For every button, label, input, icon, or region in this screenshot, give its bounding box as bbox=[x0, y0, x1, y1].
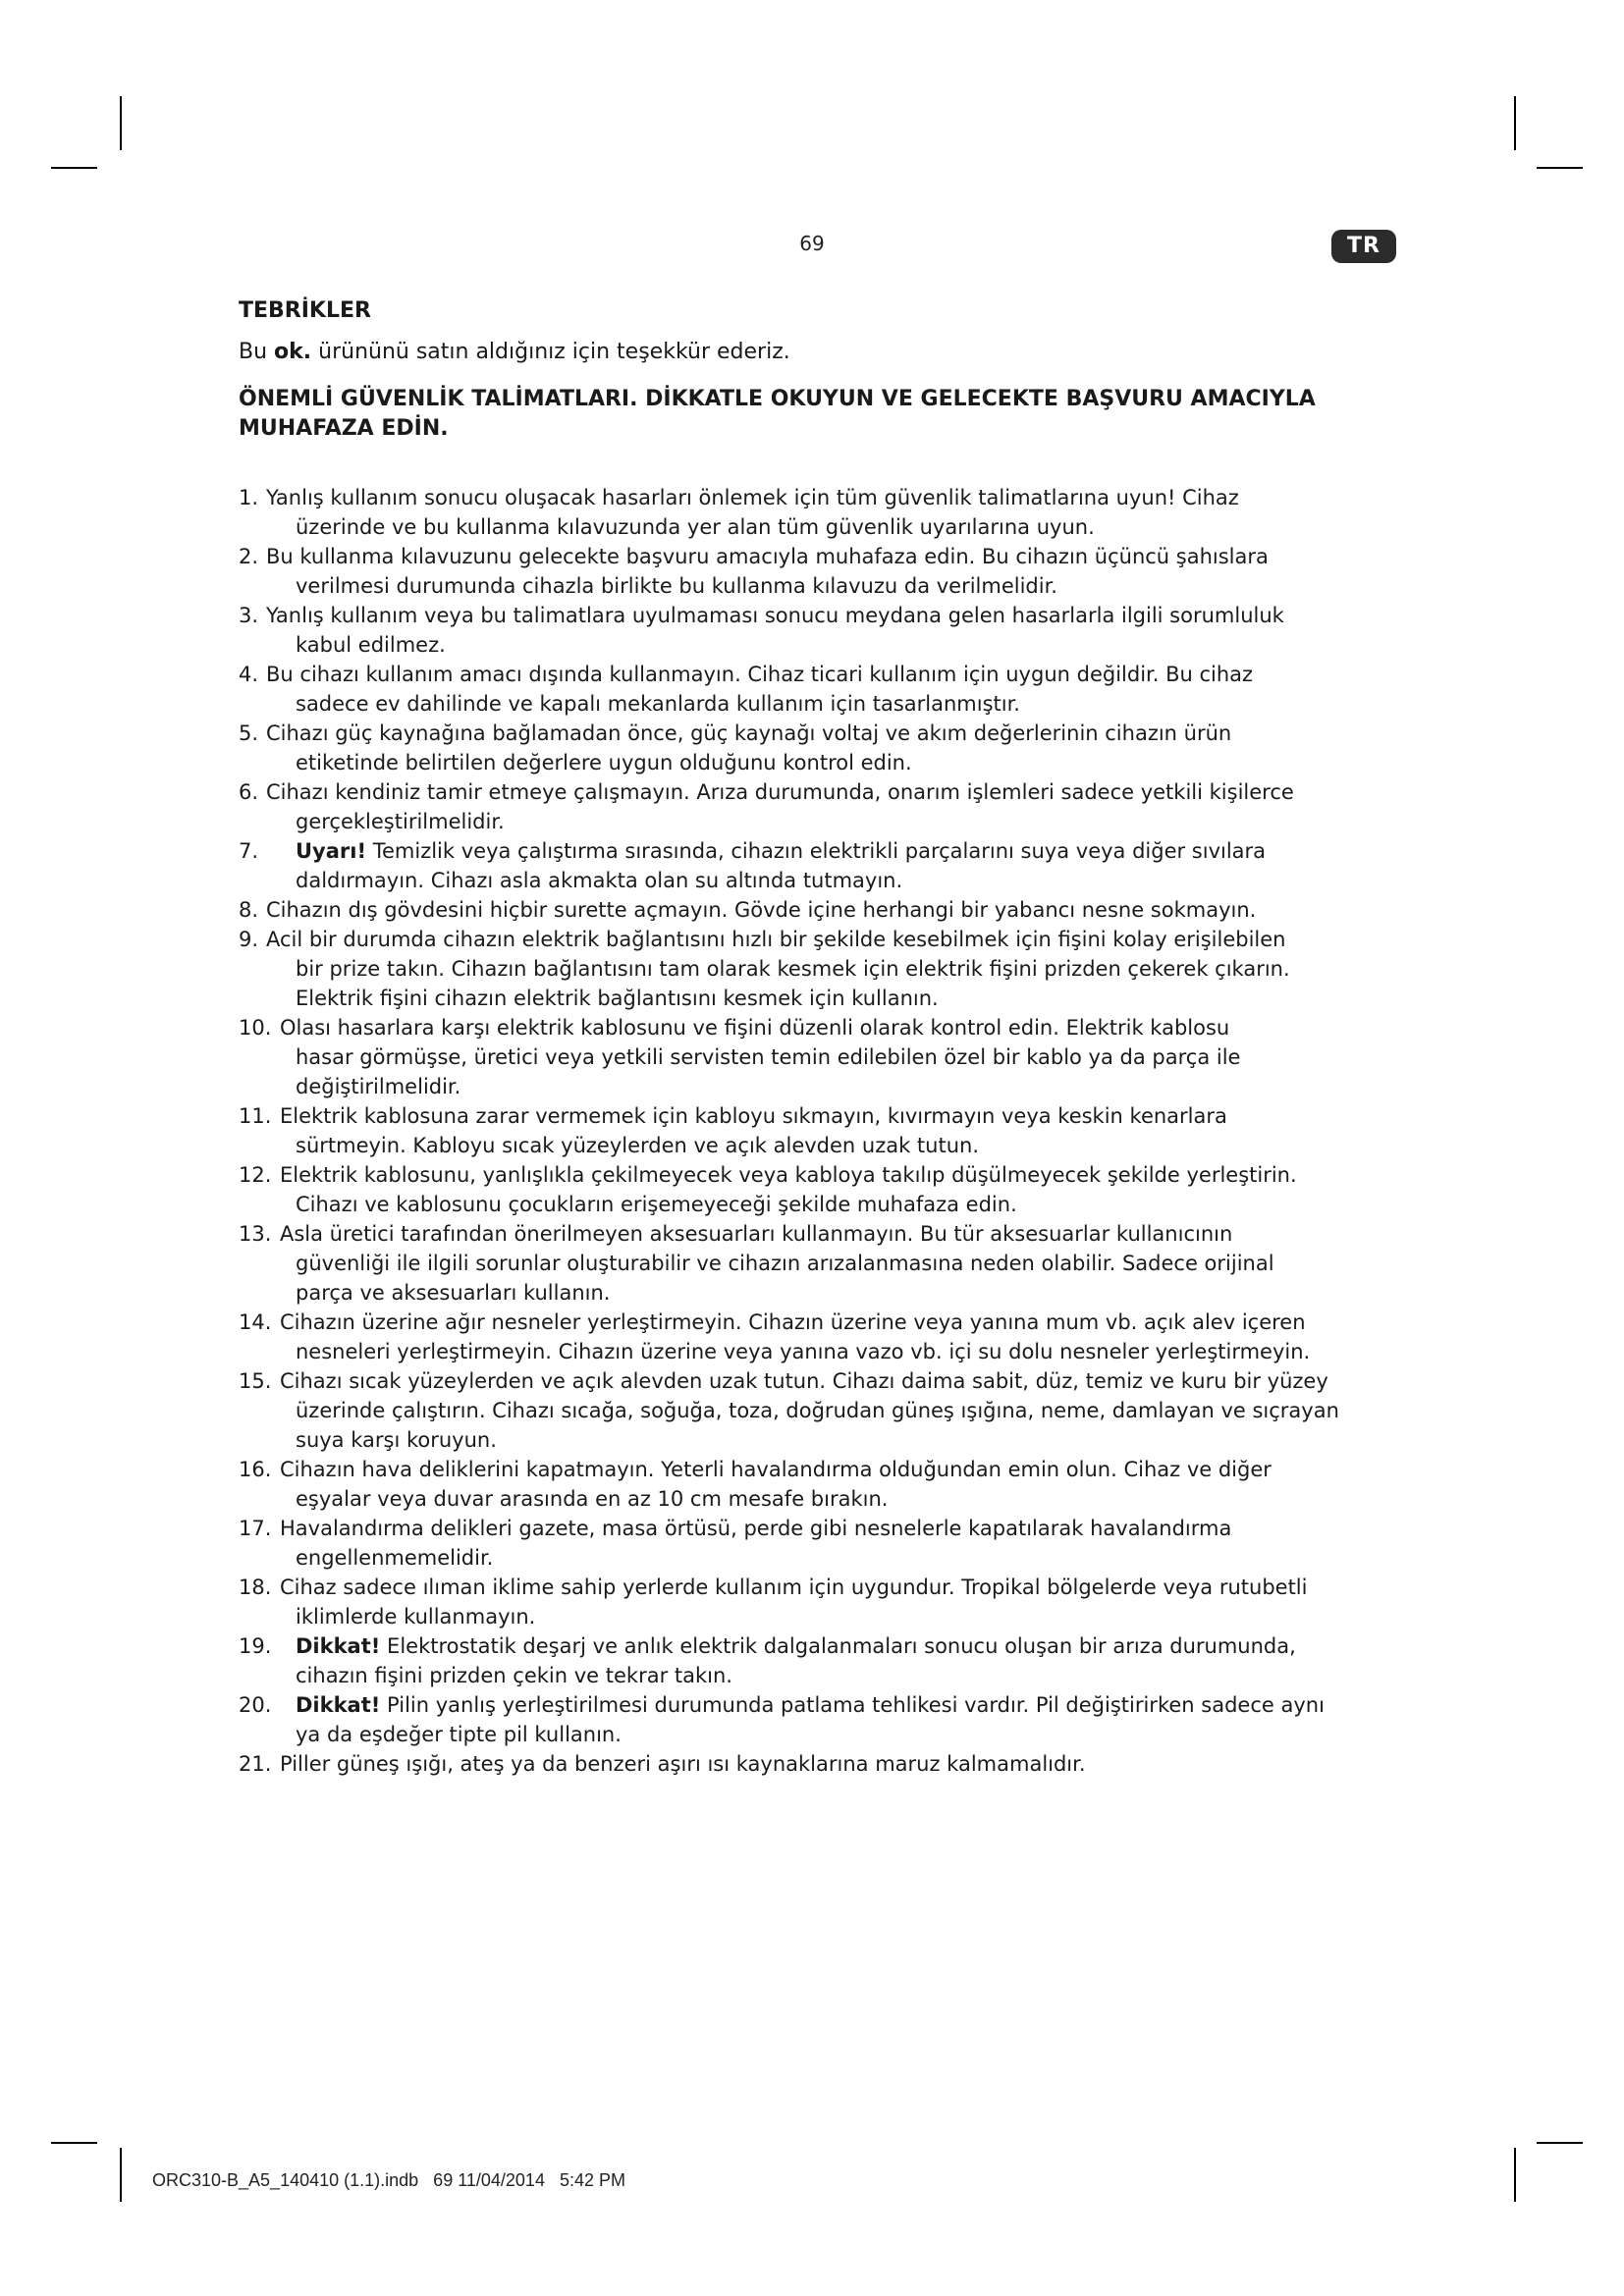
instruction-line: Cihazın hava deliklerini kapatmayın. Yeterli havalandırma olduğundan emin olun. Cihaz ve diğer bbox=[280, 1458, 1272, 1481]
instruction-line: Cihazın dış gövdesini hiçbir surette açmayın. Gövde içine herhangi bir yabancı nesne sokmayın. bbox=[266, 898, 1257, 922]
instruction-item bbox=[239, 1749, 1397, 1779]
brand-name: ok. bbox=[274, 340, 312, 364]
instruction-line: Elektrostatik deşarj ve anlık elektrik dalgalanmaları sonucu oluşan bir arıza durumunda, bbox=[387, 1634, 1296, 1658]
instruction-number: 1. bbox=[239, 486, 259, 509]
instruction-line: Acil bir durumda cihazın elektrik bağlantısını hızlı bir şekilde kesebilmek için fişini kolay erişilebilen bbox=[266, 928, 1286, 951]
instruction-item bbox=[239, 1101, 1397, 1160]
instruction-line: verilmesi durumunda cihazla birlikte bu kullanma kılavuzu da verilmelidir. bbox=[296, 574, 1057, 598]
instruction-number: 16. bbox=[239, 1458, 272, 1481]
instruction-line: Havalandırma delikleri gazete, masa örtüsü, perde gibi nesnelerle kapatılarak havalandırma bbox=[280, 1517, 1232, 1540]
crop-mark-top-left-horizontal bbox=[51, 167, 97, 169]
instruction-line: Asla üretici tarafından önerilmeyen aksesuarları kullanmayın. Bu tür aksesuarlar kullanıcının bbox=[280, 1222, 1233, 1246]
notice-line-1: ÖNEMLİ GÜVENLİK TALİMATLARI. DİKKATLE OKUYUN VE GELECEKTE BAŞVURU AMACIYLA bbox=[239, 387, 1316, 411]
instruction-item bbox=[239, 719, 1397, 777]
safety-instructions-list bbox=[239, 483, 1397, 1779]
instruction-line: daldırmayın. Cihazı asla akmakta olan su altında tutmayın. bbox=[296, 869, 903, 892]
instruction-line: Cihaz sadece ılıman iklime sahip yerlerde kullanım için uygundur. Tropikal bölgelerde veya rutubetli bbox=[280, 1575, 1308, 1599]
warning-label: Uyarı! bbox=[296, 839, 367, 863]
instruction-line: iklimlerde kullanmayın. bbox=[296, 1605, 536, 1629]
instruction-item bbox=[239, 1690, 1397, 1749]
instruction-number: 20. bbox=[239, 1693, 272, 1717]
instruction-item bbox=[239, 1308, 1397, 1366]
thanks-line bbox=[239, 338, 1397, 367]
instruction-item bbox=[239, 542, 1397, 601]
instruction-item bbox=[239, 1573, 1397, 1631]
instruction-item bbox=[239, 1455, 1397, 1514]
instruction-line: üzerinde çalıştırın. Cihazı sıcağa, soğuğa, toza, doğrudan güneş ışığına, neme, damlayan ve sıçrayan bbox=[296, 1399, 1339, 1422]
instruction-line: kabul edilmez. bbox=[296, 633, 446, 657]
instruction-line: cihazın fişini prizden çekin ve tekrar takın. bbox=[296, 1664, 732, 1687]
instruction-line: etiketinde belirtilen değerlere uygun olduğunu kontrol edin. bbox=[296, 751, 912, 774]
instruction-number: 3. bbox=[239, 604, 259, 627]
instruction-number: 6. bbox=[239, 780, 259, 804]
instruction-number: 10. bbox=[239, 1016, 272, 1040]
instruction-line: engellenmemelidir. bbox=[296, 1546, 494, 1570]
page-title: TEBRİKLER bbox=[239, 298, 371, 323]
warning-label: Dikkat! bbox=[296, 1634, 381, 1658]
instruction-line: Cihazın üzerine ağır nesneler yerleştirmeyin. Cihazın üzerine veya yanına mum vb. açık alev içeren bbox=[280, 1310, 1306, 1334]
instruction-number: 8. bbox=[239, 898, 259, 922]
instruction-line: değiştirilmelidir. bbox=[296, 1075, 461, 1098]
instruction-item bbox=[239, 895, 1397, 925]
instruction-item bbox=[239, 1160, 1397, 1219]
instruction-line: Pilin yanlış yerleştirilmesi durumunda patlama tehlikesi vardır. Pil değiştirirken sadece aynı bbox=[387, 1693, 1325, 1717]
instruction-number: 15. bbox=[239, 1369, 272, 1393]
instruction-number: 13. bbox=[239, 1222, 272, 1246]
instruction-line: ya da eşdeğer tipte pil kullanın. bbox=[296, 1723, 622, 1746]
instruction-line: sadece ev dahilinde ve kapalı mekanlarda kullanım için tasarlanmıştır. bbox=[296, 692, 1020, 716]
instruction-line: sürtmeyin. Kabloyu sıcak yüzeylerden ve açık alevden uzak tutun. bbox=[296, 1134, 980, 1157]
instruction-number: 9. bbox=[239, 928, 259, 951]
instruction-line: suya karşı koruyun. bbox=[296, 1428, 497, 1452]
instruction-line: eşyalar veya duvar arasında en az 10 cm mesafe bırakın. bbox=[296, 1487, 889, 1511]
instruction-line: Elektrik kablosuna zarar vermemek için kabloyu sıkmayın, kıvırmayın veya keskin kenarlara bbox=[280, 1104, 1227, 1128]
instruction-number: 2. bbox=[239, 545, 259, 568]
instruction-item bbox=[239, 483, 1397, 542]
instruction-line: Bu cihazı kullanım amacı dışında kullanmayın. Cihaz ticari kullanım için uygun değildir. Bu cihaz bbox=[266, 663, 1254, 686]
instruction-line: nesneleri yerleştirmeyin. Cihazın üzerine veya yanına vazo vb. içi su dolu nesneler yerleştirmeyin. bbox=[296, 1340, 1311, 1363]
instruction-item bbox=[239, 1219, 1397, 1308]
instruction-item bbox=[239, 1013, 1397, 1101]
instruction-number: 7. bbox=[239, 839, 259, 863]
print-footer: ORC310-B_A5_140410 (1.1).indb 69 11/04/2014 5:42 PM bbox=[152, 2170, 625, 2190]
instruction-line: Bu kullanma kılavuzunu gelecekte başvuru amacıyla muhafaza edin. Bu cihazın üçüncü şahıslara bbox=[266, 545, 1269, 568]
document-body bbox=[239, 296, 1397, 1779]
instruction-line: üzerinde ve bu kullanma kılavuzunda yer alan tüm güvenlik uyarılarına uyun. bbox=[296, 515, 1095, 539]
instruction-item bbox=[239, 925, 1397, 1013]
instruction-line: Yanlış kullanım sonucu oluşacak hasarları önlemek için tüm güvenlik talimatlarına uyun! Cihaz bbox=[266, 486, 1239, 509]
crop-mark-bottom-right-vertical bbox=[1514, 2148, 1516, 2202]
instruction-number: 21. bbox=[239, 1752, 272, 1776]
instruction-number: 12. bbox=[239, 1163, 272, 1187]
instruction-item bbox=[239, 836, 1397, 895]
instruction-number: 17. bbox=[239, 1517, 272, 1540]
language-badge: TR bbox=[1331, 230, 1396, 263]
thanks-suffix: ürününü satın aldığınız için teşekkür ederiz. bbox=[311, 340, 790, 364]
warning-label: Dikkat! bbox=[296, 1693, 381, 1717]
crop-mark-top-left-vertical bbox=[120, 96, 122, 150]
instruction-line: Yanlış kullanım veya bu talimatlara uyulmaması sonucu meydana gelen hasarlarla ilgili sorumluluk bbox=[266, 604, 1284, 627]
instruction-item bbox=[239, 777, 1397, 836]
instruction-line: hasar görmüşse, üretici veya yetkili servisten temin edilebilen özel bir kablo ya da parça ile bbox=[296, 1045, 1241, 1069]
instruction-line: parça ve aksesuarları kullanın. bbox=[296, 1281, 611, 1305]
page-number: 69 bbox=[799, 232, 825, 255]
crop-mark-bottom-left-vertical bbox=[120, 2148, 122, 2202]
instruction-number: 19. bbox=[239, 1634, 272, 1658]
instruction-item bbox=[239, 1631, 1397, 1690]
instruction-line: Piller güneş ışığı, ateş ya da benzeri aşırı ısı kaynaklarına maruz kalmamalıdır. bbox=[280, 1752, 1086, 1776]
instruction-line: Cihazı ve kablosunu çocukların erişemeyeceği şekilde muhafaza edin. bbox=[296, 1193, 1017, 1216]
instruction-item bbox=[239, 1514, 1397, 1573]
instruction-line: Cihazı güç kaynağına bağlamadan önce, güç kaynağı voltaj ve akım değerlerinin cihazın ürün bbox=[266, 721, 1232, 745]
instruction-number: 14. bbox=[239, 1310, 272, 1334]
instruction-line: Elektrik fişini cihazın elektrik bağlantısını kesmek için kullanın. bbox=[296, 987, 939, 1010]
crop-mark-top-right-vertical bbox=[1514, 96, 1516, 150]
instruction-line: güvenliği ile ilgili sorunlar oluşturabilir ve cihazın arızalanmasına neden olabilir. Sadece orijinal bbox=[296, 1252, 1274, 1275]
notice-line-2: MUHAFAZA EDİN. bbox=[239, 416, 449, 441]
crop-mark-bottom-left-horizontal bbox=[51, 2142, 97, 2144]
thanks-prefix: Bu bbox=[239, 340, 275, 364]
instruction-line: Temizlik veya çalıştırma sırasında, cihazın elektrikli parçalarını suya veya diğer sıvılara bbox=[372, 839, 1267, 863]
instruction-line: Elektrik kablosunu, yanlışlıkla çekilmeyecek veya kabloya takılıp düşülmeyecek şekilde yerleştirin. bbox=[280, 1163, 1297, 1187]
instruction-number: 18. bbox=[239, 1575, 272, 1599]
instruction-line: Olası hasarlara karşı elektrik kablosunu ve fişini düzenli olarak kontrol edin. Elektrik kablosu bbox=[280, 1016, 1230, 1040]
instruction-item bbox=[239, 601, 1397, 660]
instruction-item bbox=[239, 660, 1397, 719]
instruction-number: 11. bbox=[239, 1104, 272, 1128]
instruction-number: 5. bbox=[239, 721, 259, 745]
crop-mark-top-right-horizontal bbox=[1537, 167, 1583, 169]
instruction-line: bir prize takın. Cihazın bağlantısını tam olarak kesmek için elektrik fişini prizden çekerek çıkarın. bbox=[296, 957, 1290, 981]
instruction-line: Cihazı kendiniz tamir etmeye çalışmayın. Arıza durumunda, onarım işlemleri sadece yetkili kişilerce bbox=[266, 780, 1294, 804]
safety-notice-heading bbox=[239, 385, 1397, 444]
instruction-number: 4. bbox=[239, 663, 259, 686]
instruction-item bbox=[239, 1366, 1397, 1455]
instruction-line: Cihazı sıcak yüzeylerden ve açık alevden uzak tutun. Cihazı daima sabit, düz, temiz ve kuru bir yüzey bbox=[280, 1369, 1328, 1393]
instruction-line: gerçekleştirilmelidir. bbox=[296, 810, 505, 833]
crop-mark-bottom-right-horizontal bbox=[1537, 2142, 1583, 2144]
